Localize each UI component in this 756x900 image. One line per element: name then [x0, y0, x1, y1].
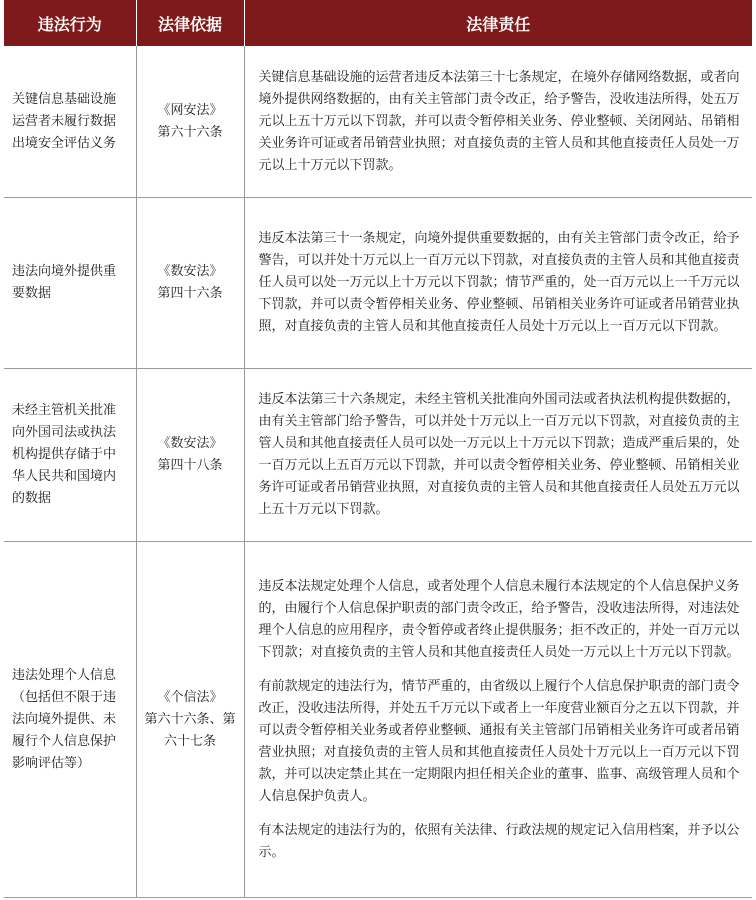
table-row	[4, 369, 752, 542]
header-legal-liability: 法律责任	[244, 0, 752, 46]
liability-paragraph: 有本法规定的违法行为的，依照有关法律、行政法规的规定记入信用档案，并予以公示。	[258, 822, 740, 860]
legal-basis-cell	[136, 542, 244, 898]
liability-paragraph: 违反本法第三十六条规定，未经主管机关批准向外国司法或者执法机构提供数据的，由有关主管部门给予警告，可以并处十万元以上一百万元以下罚款，对直接负责的主管人员和其他直接责任人员可以处一万元以上十万元以下罚款；造成严重后果的，处一百万元以上五百万元以下罚款，并可以责令暂停相关业务、停业整顿、吊销相关业务许可证或者吊销营业执照，对直接负责的主管人员和其他直接责任人员处五万元以上五十万元以下罚款。	[258, 392, 740, 517]
liability-cell	[244, 46, 752, 198]
violation-cell: 未经主管机关批准向外国司法或执法机构提供存储于中华人民共和国境内的数据	[4, 369, 136, 542]
legal-basis-cell	[136, 46, 244, 198]
law-article: 第六十六条、第六十七条	[144, 711, 236, 749]
liability-paragraph: 违反本法规定处理个人信息，或者处理个人信息未履行本法规定的个人信息保护义务的，由履行个人信息保护职责的部门责令改正，给予警告，没收违法所得，对违法处理个人信息的应用程序，责令暂停或者终止提供服务；拒不改正的，并处一百万元以下罚款；对直接负责的主管人员和其他直接责任人员处一万元以上十万元以下罚款。	[258, 578, 740, 660]
law-name: 《网安法》	[157, 102, 223, 118]
law-article: 第四十六条	[157, 286, 223, 301]
liability-paragraph: 关键信息基础设施的运营者违反本法第三十七条规定，在境外存储网络数据，或者向境外提供网络数据的，由有关主管部门责令改正，给予警告，没收违法所得，处五万元以上五十万元以下罚款，并可以责令暂停相关业务、停业整顿、关闭网站、吊销相关业务许可证或者吊销营业执照；对直接负责的主管人员和其他直接责任人员处一万元以上十万元以下罚款。	[258, 69, 740, 173]
liability-cell	[244, 369, 752, 542]
law-article: 第六十六条	[157, 124, 223, 140]
law-name: 《数安法》	[157, 436, 223, 451]
table-row	[4, 542, 752, 898]
violation-cell: 关键信息基础设施运营者未履行数据出境安全评估义务	[4, 46, 136, 198]
legal-basis-cell	[136, 198, 244, 369]
violation-cell: 违法处理个人信息（包括但不限于违法向境外提供、未履行个人信息保护影响评估等）	[4, 542, 136, 898]
law-liability-table	[4, 0, 752, 898]
law-name: 《个信法》	[157, 689, 223, 705]
table-header-row	[4, 0, 752, 46]
law-name: 《数安法》	[157, 264, 223, 279]
table-row	[4, 46, 752, 198]
liability-paragraph: 违反本法第三十一条规定，向境外提供重要数据的，由有关主管部门责令改正，给予警告，可以并处十万元以上一百万元以下罚款，对直接负责的主管人员和其他直接责任人员可以处一万元以上十万元以下罚款；情节严重的，处一百万元以上一千万元以下罚款，并可以责令暂停相关业务、停业整顿、吊销相关业务许可证或者吊销营业执照，对直接负责的主管人员和其他直接责任人员处十万元以上一百万元以下罚款。	[258, 231, 740, 334]
header-violation: 违法行为	[4, 0, 136, 46]
legal-basis-cell	[136, 369, 244, 542]
law-article: 第四十八条	[157, 458, 223, 473]
violation-cell: 违法向境外提供重要数据	[4, 198, 136, 369]
liability-cell	[244, 198, 752, 369]
liability-paragraph: 有前款规定的违法行为，情节严重的，由省级以上履行个人信息保护职责的部门责令改正，没收违法所得，并处五千万元以下或者上一年度营业额百分之五以下罚款，并可以责令暂停相关业务或者停业整顿、通报有关主管部门吊销相关业务许可或者吊销营业执照；对直接负责的主管人员和其他直接责任人员处十万元以上一百万元以下罚款，并可以决定禁止其在一定期限内担任相关企业的董事、监事、高级管理人员和个人信息保护负责人。	[258, 678, 740, 804]
header-legal-basis: 法律依据	[136, 0, 244, 46]
table-row	[4, 198, 752, 369]
liability-cell	[244, 542, 752, 898]
